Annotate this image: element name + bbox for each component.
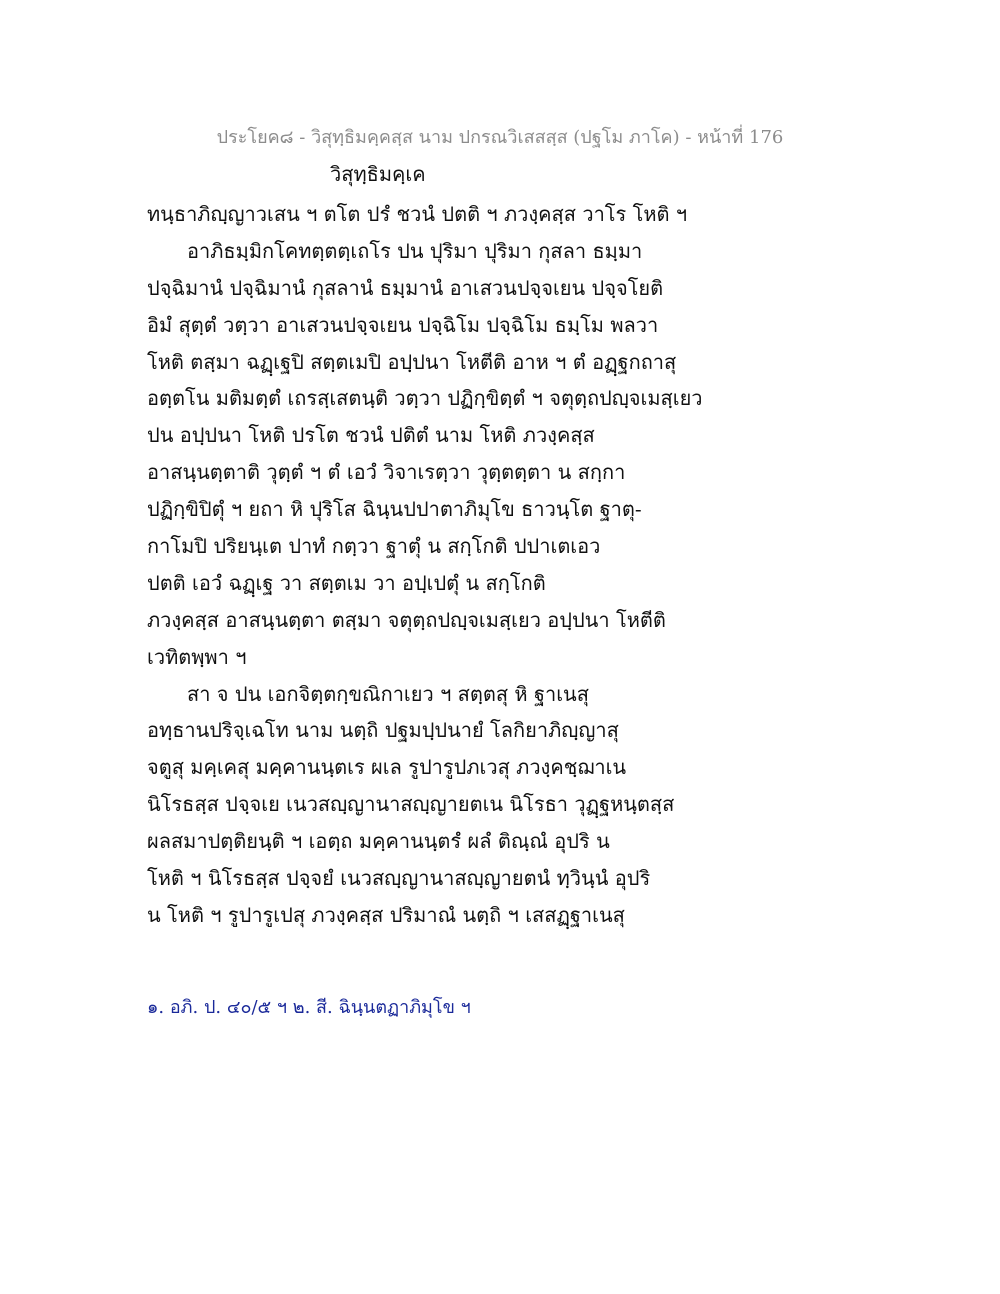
text-line: จตูสุ มคฺเคสุ มคฺคานนฺตเร ผเล รูปารูปภเวสุ ภวงฺคชฺฌาเน [147, 755, 627, 780]
text-line: โหติ ตสฺมา ฉฏฺเฐปิ สตฺตเมปิ อปฺปนา โหตีติ อาห ฯ ตํ อฏฺฐกถาสุ [147, 349, 677, 374]
text-line: อาสนฺนตฺตาติ วุตฺตํ ฯ ตํ เอวํ วิจาเรตฺวา วุตฺตตฺตา น สกฺกา [147, 460, 626, 485]
text-line: ปจฺฉิมานํ ปจฺฉิมานํ กุสลานํ ธมฺมานํ อาเสวนปจฺจเยน ปจฺจโยติ [147, 275, 664, 300]
page-header: ประโยค๘ - วิสุทฺธิมคฺคสฺส นาม ปกรณวิเสสสฺส (ปฐโม ภาโค) - หน้าที่ 176 [216, 127, 784, 148]
text-line: เวทิตพฺพา ฯ [147, 644, 247, 669]
body-text [147, 196, 707, 934]
text-line: ปน อปฺปนา โหติ ปรโต ชวนํ ปติตํ นาม โหติ ภวงฺคสฺส [147, 423, 595, 448]
text-line: นิโรธสฺส ปจฺจเย เนวสญฺญานาสญฺญายตเน นิโรธา วุฏฺฐหนฺตสฺส [147, 792, 675, 817]
chapter-title: วิสุทฺธิมคฺเค [330, 162, 426, 186]
text-line: ปฏิกฺขิปิตุํ ฯ ยถา หิ ปุริโส ฉินฺนปปาตาภิมุโข ธาวนฺโต ฐาตุ- [147, 497, 642, 522]
text-line: ทนฺธาภิญฺญาวเสน ฯ ตโต ปรํ ชวนํ ปตติ ฯ ภวงฺคสฺส วาโร โหติ ฯ [147, 202, 688, 226]
footnote: ๑. อภิ. ป. ๔๐/๕ ฯ ๒. สี. ฉินฺนตฏาภิมุโข ฯ [147, 997, 471, 1018]
text-line: กาโมปิ ปริยนฺเต ปาทํ กตฺวา ฐาตุํ น สกฺโกติ ปปาเตเอว [147, 534, 601, 559]
text-line: ผลสมาปตฺติยนฺติ ฯ เอตฺถ มคฺคานนฺตรํ ผลํ ติณฺณํ อุปริ น [147, 829, 610, 854]
text-line: อิมํ สุตฺตํ วตฺวา อาเสวนปจฺจเยน ปจฺฉิโม ปจฺฉิโม ธมฺโม พลวา [147, 312, 659, 337]
text-line: สา จ ปน เอกจิตฺตกฺขณิกาเยว ฯ สตฺตสุ หิ ฐาเนสุ [187, 681, 589, 706]
text-line: ปตติ เอวํ ฉฏฺเฐ วา สตฺตเม วา อปฺเปตุํ น สกฺโกติ [147, 570, 546, 595]
text-line: ภวงฺคสฺส อาสนฺนตฺตา ตสฺมา จตุตฺถปญฺจเมสฺเยว อปฺปนา โหตีติ [147, 607, 666, 632]
text-line: โหติ ฯ นิโรธสฺส ปจฺจยํ เนวสญฺญานาสญฺญายตนํ ทฺวินฺนํ อุปริ [147, 866, 651, 891]
text-line: อทฺธานปริจฺเฉโท นาม นตฺถิ ปฐมปฺปนายํ โลกิยาภิญฺญาสุ [147, 718, 619, 743]
text-line: อาภิธมฺมิกโคทตฺตตฺเถโร ปน ปุริมา ปุริมา กุสลา ธมฺมา [187, 238, 643, 263]
text-line: อตฺตโน มติมตฺตํ เถรสฺเสตนฺติ วตฺวา ปฏิกฺขิตฺตํ ฯ จตุตฺถปญฺจเมสฺเยว [147, 386, 703, 411]
text-line: น โหติ ฯ รูปารูเปสุ ภวงฺคสฺส ปริมาณํ นตฺถิ ฯ เสสฏฺฐาเนสุ [147, 902, 625, 927]
